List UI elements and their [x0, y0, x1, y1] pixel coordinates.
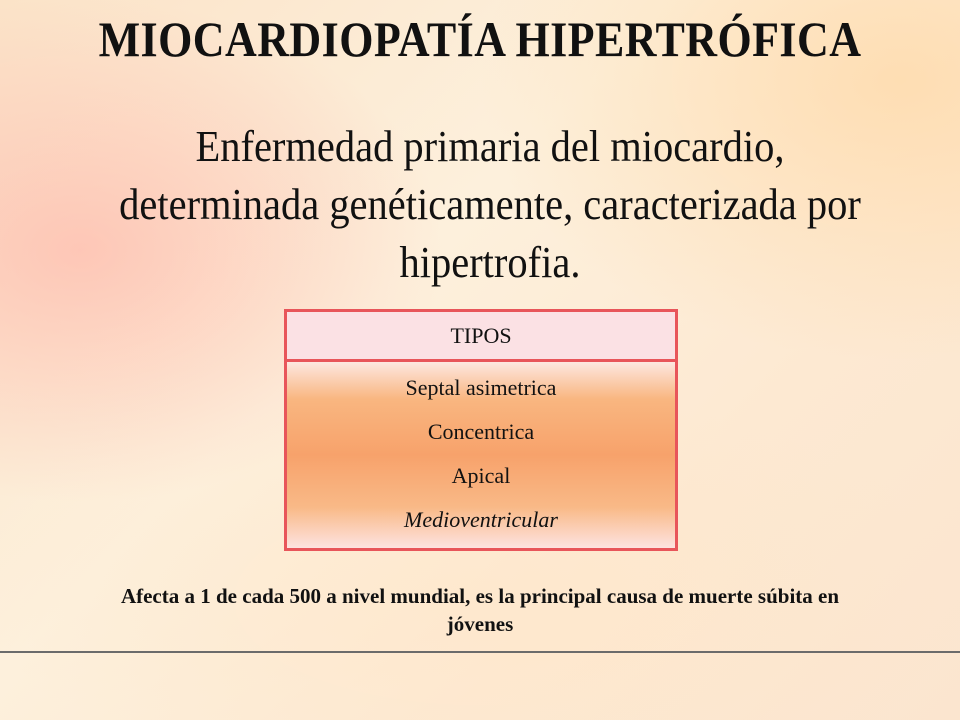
bottom-divider [0, 651, 960, 653]
types-table-header: TIPOS [287, 312, 675, 362]
type-item-midventricular: Medioventricular [404, 507, 558, 532]
type-item-septal: Septal asimetrica [405, 375, 557, 400]
types-list [287, 362, 675, 548]
slide-title: MIOCARDIOPATÍA HIPERTRÓFICA [98, 11, 862, 67]
footer-note: Afecta a 1 de cada 500 a nivel mundial, es la principal causa de muerte súbita en jóvenes [120, 584, 840, 636]
types-table [284, 309, 678, 551]
definition-text: Enfermedad primaria del miocardio, determinada genéticamente, caracterizada por hipertrofia. [119, 122, 861, 287]
type-item-concentric: Concentrica [427, 419, 535, 444]
type-item-apical: Apical [451, 463, 511, 488]
